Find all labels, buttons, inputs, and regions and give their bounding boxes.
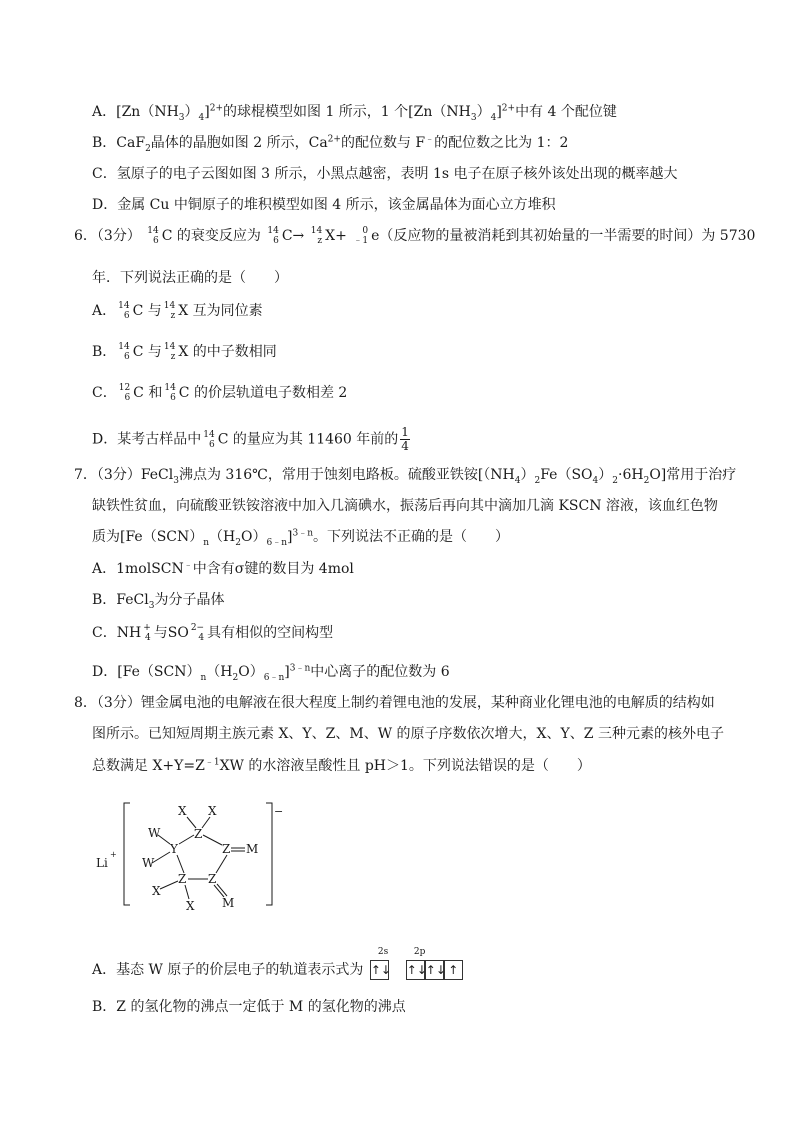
orbital-box-2p: ↑↓ — [425, 960, 444, 980]
orbital-box-2p: ↑↓ — [406, 960, 425, 980]
q8-stem-line2: 图所示。已知短周期主族元素 X、Y、Z、M、W 的原子序数依次增大，X、Y、Z 三种元素的核外电子 — [92, 726, 724, 742]
isotope-c14: 14 6 — [147, 226, 159, 246]
isotope-x14: 14 z — [310, 226, 323, 246]
q5-option-c: C．氢原子的电子云图如图 3 所示，小黑点越密，表明 1s 电子在原子核外该处出现的概率越大 — [92, 166, 678, 182]
q6-option-c: C． 12 6 C 和 14 6 C 的价层轨道电子数相差 2 — [92, 383, 348, 403]
atom-x: X — [208, 804, 217, 818]
atom-w: W — [142, 856, 155, 870]
atom-x: X — [152, 884, 161, 898]
atom-x: X — [178, 804, 187, 818]
q7-stem-line2: 缺铁性贫血，向硫酸亚铁铵溶液中加入几滴碘水，振荡后再向其中滴加几滴 KSCN 溶液，该血红色物 — [92, 498, 718, 514]
right-bracket — [266, 803, 272, 905]
isotope-c14: 14 6 — [267, 226, 279, 246]
electrolyte-structure-diagram — [90, 795, 300, 925]
q5-option-d: D．金属 Cu 中铜原子的堆积模型如图 4 所示，该金属晶体为面心立方堆积 — [92, 197, 556, 213]
q5-option-b: B．CaF$_2$晶体的晶胞如图 2 所示，$Ca^{2+}$的配位数与 F﹣的配位数之比为 1：2 — [92, 134, 569, 154]
atom-m: M — [222, 896, 235, 910]
isotope-e: 0 ﹣1 — [353, 226, 369, 246]
orbital-label-2p: 2p — [413, 947, 426, 957]
orbital-box-2p: ↑ — [444, 960, 463, 980]
anion-charge: − — [274, 805, 284, 818]
atom-z: Z — [208, 872, 217, 886]
q6-option-a: A． 14 6 C 与 14 z X 互为同位素 — [92, 301, 263, 321]
q7-option-c: C．NH + 4 与SO 2− 4 具有相似的空间构型 — [92, 623, 334, 643]
q6-stem-line2: 年．下列说法正确的是（ ） — [92, 270, 288, 286]
orbital-label-2s: 2s — [377, 947, 389, 957]
q7-option-d: D．$[Fe(SCN)_n(H_2O)_{6﹣n}]^{3﹣n}$中心离子的配位数为 6 — [92, 663, 450, 683]
atom-z: Z — [194, 827, 203, 841]
atom-m: M — [246, 842, 259, 856]
orbital-diagram — [370, 947, 463, 980]
q7-stem-line1: 7．（3分）FeCl$_3$沸点为 316℃，常用于蚀刻电路板。硫酸亚铁铵$[(NH_4)_2Fe(SO_4)_2\cdot 6H_2O]$常用于治疗 — [74, 467, 737, 486]
q6-stem: 6．（3分） 14 6 C 的衰变反应为 14 6 C→ 14 z X+ 0 ﹣1 e（反应物的量被消耗到其初始量的一半需要的时间）为 5730 — [74, 226, 756, 246]
q7-stem-line3: 质为$[Fe(SCN)_n(H_2O)_{6﹣n}]^{3﹣n}$。下列说法不正确的是（ ） — [92, 528, 510, 548]
q6-option-b: B． 14 6 C 与 14 z X 的中子数相同 — [92, 342, 277, 362]
left-bracket — [124, 803, 130, 905]
atom-y: Y — [170, 842, 178, 856]
q8-stem-line1: 8．（3分）锂金属电池的电解液在很大程度上制约着锂电池的发展，某种商业化锂电池的电解质的结构如 — [74, 695, 715, 711]
atom-z: Z — [222, 842, 231, 856]
q6-option-d: D．某考古样品中 14 6 C 的量应为其 11460 年前的 $\frac{1}{4}$ — [92, 425, 409, 453]
q7-option-a: A．1molSCN﹣中含有σ键的数目为 4mol — [92, 560, 354, 577]
q5-option-a: A．$[Zn(NH_3)_4]^{2+}$的球棍模型如图 1 所示，1 个$[Zn(NH_3)_4]^{2+}$中有 4 个配位键 — [92, 103, 617, 123]
orbital-box-2s: ↑↓ — [370, 960, 389, 980]
fraction-one-quarter: $\frac{1}{4}$ — [401, 425, 409, 453]
atom-z: Z — [178, 872, 187, 886]
atom-w: W — [148, 826, 161, 840]
atom-x: X — [186, 899, 195, 913]
q8-option-a: A．基态 W 原子的价层电子的轨道表示式为 2s 2p ↑↓ ↑↓↑↓ ↑ — [92, 960, 463, 980]
li-charge: + — [110, 850, 117, 859]
li-label: Li — [96, 856, 108, 870]
q7-option-b: B．FeCl$_3$为分子晶体 — [92, 592, 225, 611]
q8-option-b: B．Z 的氢化物的沸点一定低于 M 的氢化物的沸点 — [92, 999, 406, 1015]
q8-stem-line3: 总数满足 $X+Y=Z^{﹣1}XW$ 的水溶液呈酸性且 pH＞1。下列说法错误的是（ ） — [92, 757, 591, 774]
